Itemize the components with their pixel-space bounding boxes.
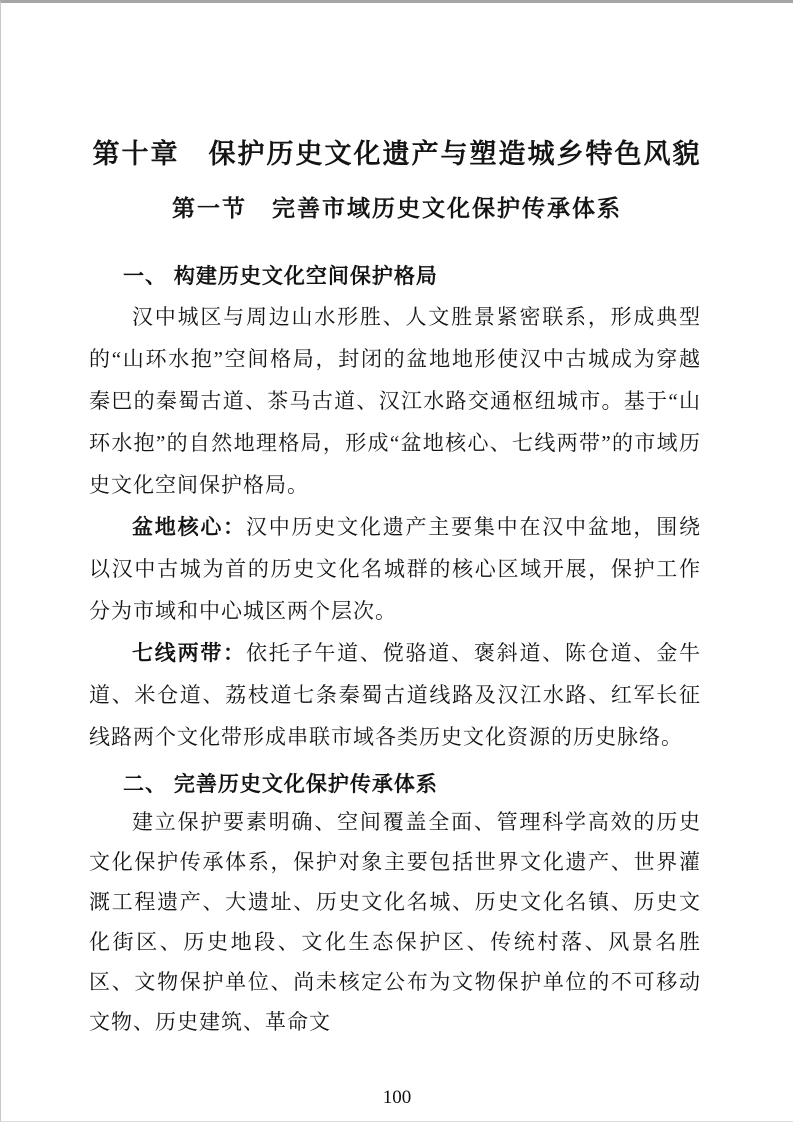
paragraph-text: 依托子午道、傥骆道、褒斜道、陈仓道、金牛道、米仓道、荔枝道七条秦蜀古道线路及汉江水路、红军长征线路两个文化带形成串联市域各类历史文化资源的历史脉络。 <box>89 641 702 749</box>
paragraph-label: 盆地核心： <box>132 515 246 539</box>
section-heading-2: 二、 完善历史文化保护传承体系 <box>123 773 438 796</box>
section-title: 第一节 完善市域历史文化保护传承体系 <box>172 196 622 221</box>
paragraph <box>89 802 701 1042</box>
paragraph-text: 汉中城区与周边山水形胜、人文胜景紧密联系，形成典型的“山环水抱”空间格局，封闭的盆地地形使汉中古城成为穿越秦巴的秦蜀古道、茶马古道、汉江水路交通枢纽城市。基于“山环水抱”的自然地理格局，形成“盆地核心、七线两带”的市域历史文化空间保护格局。 <box>89 305 701 497</box>
paragraph-text: 建立保护要素明确、空间覆盖全面、管理科学高效的历史文化保护传承体系，保护对象主要包括世界文化遗产、世界灌溉工程遗产、大遗址、历史文化名城、历史文化名镇、历史文化街区、历史地段、文化生态保护区、传统村落、风景名胜区、文物保护单位、尚未核定公布为文物保护单位的不可移动文物、历史建筑、革命文 <box>89 810 701 1034</box>
page-number: 100 <box>382 1087 412 1108</box>
chapter-title: 第十章 保护历史文化遗产与塑造城乡特色风貌 <box>92 139 702 169</box>
paragraph <box>89 506 701 632</box>
paragraph <box>89 296 701 506</box>
paragraph-text: 汉中历史文化遗产主要集中在汉中盆地，围绕以汉中古城为首的历史文化名城群的核心区域开展，保护工作分为市域和中心城区两个层次。 <box>89 515 702 623</box>
paragraph-label: 七线两带： <box>132 641 246 665</box>
paragraph <box>89 632 701 758</box>
section-heading-1: 一、 构建历史文化空间保护格局 <box>123 265 438 288</box>
document-body <box>89 262 701 1042</box>
